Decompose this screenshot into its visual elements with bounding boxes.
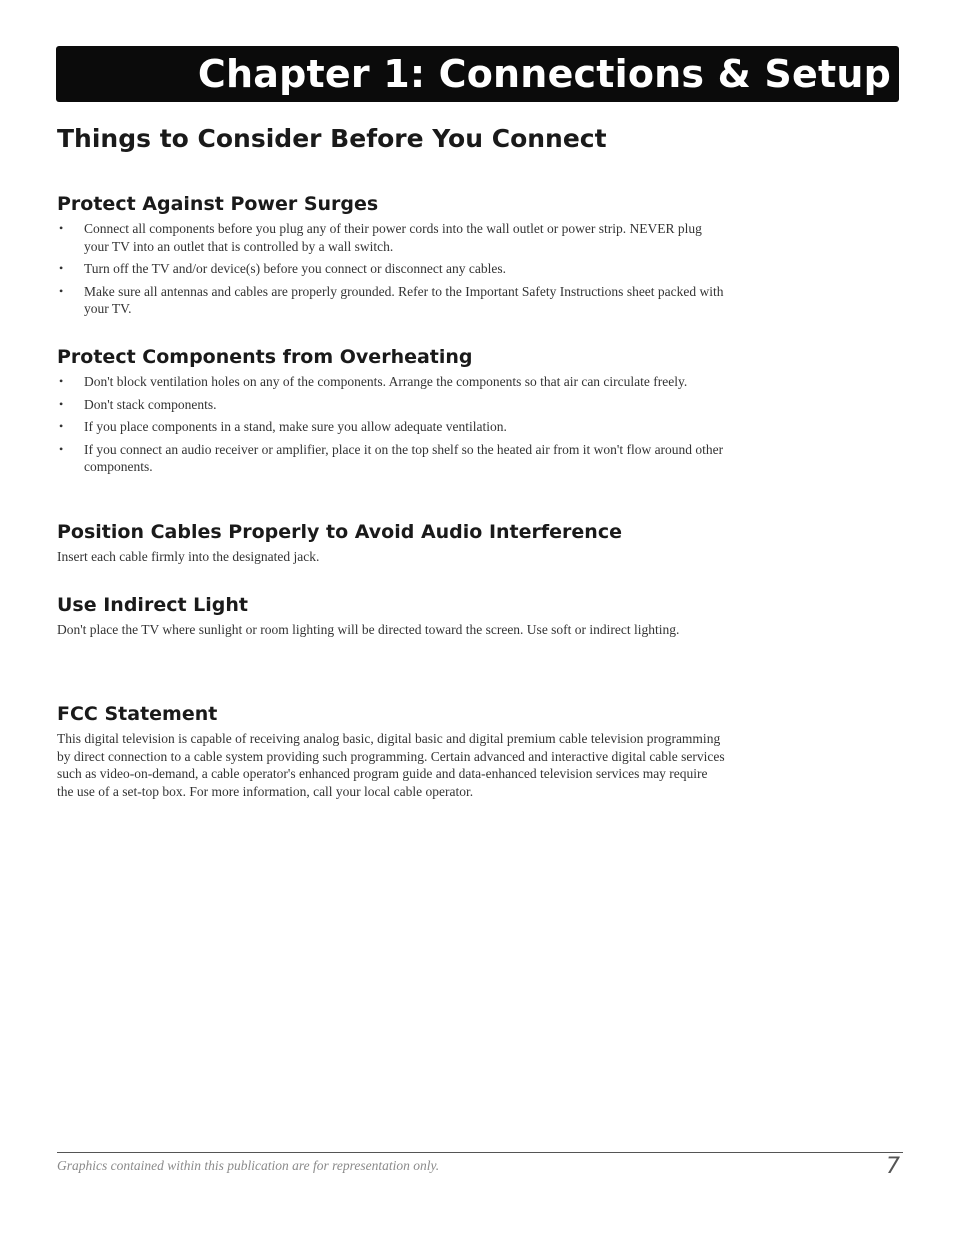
section-text-fcc: This digital television is capable of receiving analog basic, digital basic and digital premium cable television programming by direct connection to a cable system providing such programming. Certain advanced and interactive digital cable services such as video-on-demand, a cable operator's enhanced program guide and data-enhanced television services may require the use of a set-top box. For more information, call your local cable operator. (57, 731, 725, 799)
page-number: 7 (886, 1154, 900, 1179)
section-text-cables: Insert each cable firmly into the designated jack. (57, 549, 320, 564)
section-heading-power-surges: Protect Against Power Surges (57, 193, 379, 215)
list-item: • Make sure all antennas and cables are properly grounded. Refer to the Important Safety Instructions sheet packed with your TV. (59, 283, 724, 316)
bullet-icon: • (59, 419, 64, 433)
list-item: • Connect all components before you plug any of their power cords into the wall outlet or power strip. NEVER plug your TV into an outlet that is controlled by a wall switch. (59, 221, 702, 254)
bullet-icon: • (59, 283, 64, 298)
chapter-title: Chapter 1: Connections & Setup (197, 52, 891, 96)
list-item: • If you place components in a stand, make sure you allow adequate ventilation. (59, 419, 507, 434)
section-heading-cables: Position Cables Properly to Avoid Audio Interference (57, 521, 622, 543)
bullet-icon: • (59, 261, 64, 275)
bullet-list-power-surges (57, 220, 727, 318)
bullet-icon: • (59, 221, 64, 235)
section-fcc (57, 701, 727, 800)
bullet-list-overheating (57, 373, 727, 476)
list-item: • Don't stack components. (59, 396, 217, 412)
section-power-surges (57, 191, 727, 323)
bullet-icon: • (59, 374, 64, 388)
bullet-icon: • (59, 441, 64, 456)
list-item: • Turn off the TV and/or device(s) before you connect or disconnect any cables. (59, 261, 507, 276)
section-heading-overheating: Protect Components from Overheating (57, 346, 473, 368)
section-text-indirect-light: Don't place the TV where sunlight or room lighting will be directed toward the screen. Use soft or indirect lighting. (57, 622, 680, 637)
section-cables (57, 519, 727, 566)
page-title: Things to Consider Before You Connect (57, 124, 607, 153)
footer-note: Graphics contained within this publication are for representation only. (57, 1158, 440, 1173)
section-heading-fcc: FCC Statement (57, 703, 218, 725)
section-indirect-light (57, 592, 727, 639)
list-item: • Don't block ventilation holes on any of the components. Arrange the components so that air can circulate freely. (59, 374, 688, 389)
bullet-icon: • (59, 396, 64, 411)
section-heading-indirect-light: Use Indirect Light (57, 594, 248, 616)
footer-divider (57, 1152, 903, 1153)
chapter-banner (56, 46, 899, 102)
list-item: • If you connect an audio receiver or amplifier, place it on the top shelf so the heated air from it won't flow around other components. (59, 441, 724, 474)
section-overheating (57, 344, 727, 481)
